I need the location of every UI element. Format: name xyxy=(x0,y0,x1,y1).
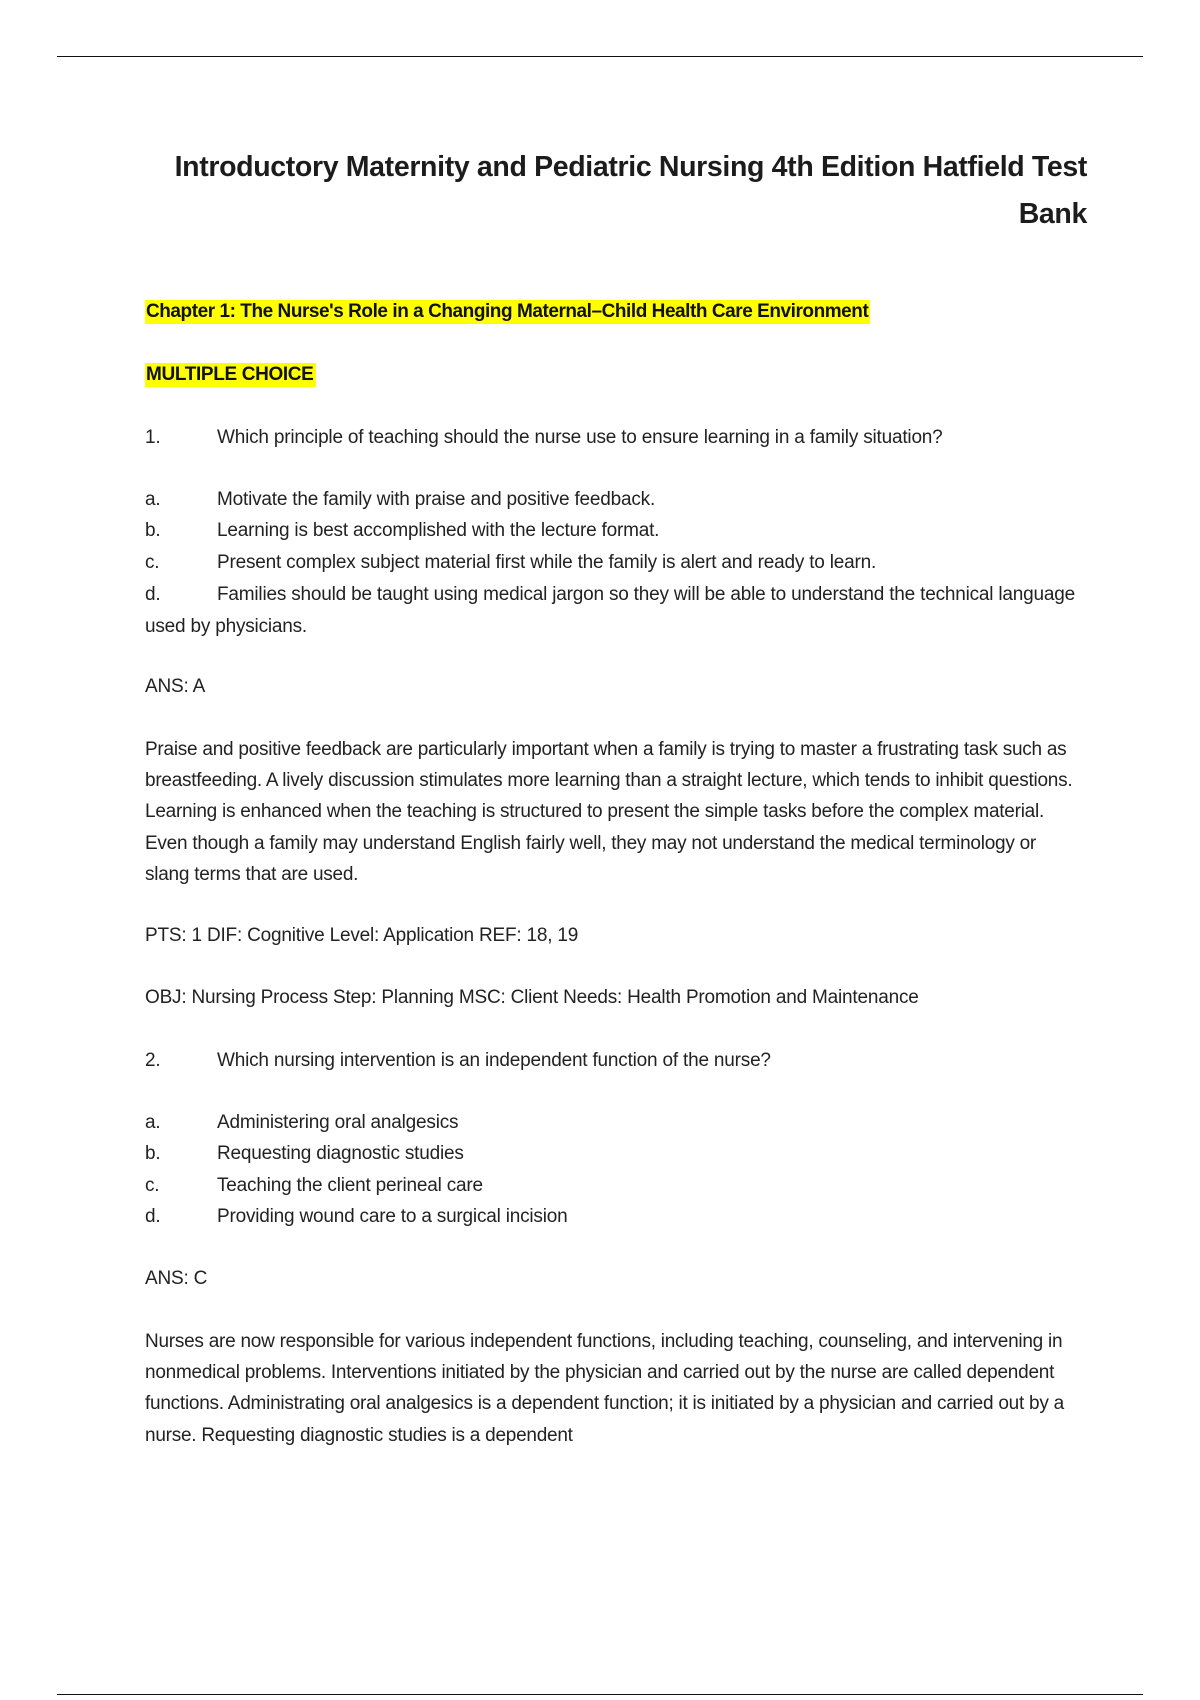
option-letter: a. xyxy=(145,489,161,510)
option-letter: d. xyxy=(145,1206,161,1227)
question-2-rationale: Nurses are now responsible for various independent functions, including teaching, counseling, and intervening in nonmedical problems. Interventions initiated by the physician and carried out by the nurse are called dependent functions. Administrating oral analgesics is a dependent function; it is initiated by a physician and carried out by a nurse. Requesting diagnostic studies is a dependent xyxy=(145,1331,1064,1446)
question-2-option-a xyxy=(145,1108,458,1138)
question-2 xyxy=(145,1046,771,1076)
option-letter: d. xyxy=(145,584,161,605)
bottom-rule xyxy=(57,1694,1143,1695)
option-text: Families should be taught using medical jargon so they will be able to understand the technical language used by physicians. xyxy=(145,584,1075,637)
option-text: Teaching the client perineal care xyxy=(217,1175,483,1196)
question-number: 2. xyxy=(145,1050,161,1071)
chapter-heading xyxy=(145,298,870,326)
option-letter: c. xyxy=(145,552,160,573)
chapter-heading-text: Chapter 1: The Nurse's Role in a Changing Maternal–Child Health Care Environment xyxy=(146,301,869,322)
option-letter: a. xyxy=(145,1112,161,1133)
option-letter: c. xyxy=(145,1175,160,1196)
question-1-option-b xyxy=(145,516,659,546)
question-number: 1. xyxy=(145,427,161,448)
question-1-meta-line-2: OBJ: Nursing Process Step: Planning MSC: Client Needs: Health Promotion and Maintenance xyxy=(145,987,919,1008)
option-text: Present complex subject material first while the family is alert and ready to learn. xyxy=(217,552,877,573)
option-text: Motivate the family with praise and positive feedback. xyxy=(217,489,656,510)
question-2-option-c xyxy=(145,1171,483,1201)
question-1-answer: ANS: A xyxy=(145,676,206,697)
option-text: Providing wound care to a surgical incision xyxy=(217,1206,568,1227)
question-text: Which principle of teaching should the nurse use to ensure learning in a family situation? xyxy=(217,427,943,448)
option-text: Administering oral analgesics xyxy=(217,1112,459,1133)
section-heading-text: MULTIPLE CHOICE xyxy=(146,364,314,385)
question-text: Which nursing intervention is an independent function of the nurse? xyxy=(217,1050,771,1071)
question-1-rationale: Praise and positive feedback are particularly important when a family is trying to master a frustrating task such as breastfeeding. A lively discussion stimulates more learning than a straight lecture, which tends to inhibit questions. Learning is enhanced when the teaching is structured to present the simple tasks before the complex material. Even though a family may understand English fairly well, they may not understand the medical terminology or slang terms that are used. xyxy=(145,739,1073,885)
question-1-option-d xyxy=(145,579,1075,642)
question-1-option-a xyxy=(145,485,655,515)
top-rule xyxy=(57,56,1143,57)
option-text: Learning is best accomplished with the lecture format. xyxy=(217,520,660,541)
question-2-option-b xyxy=(145,1139,464,1169)
question-2-answer: ANS: C xyxy=(145,1268,208,1289)
section-heading xyxy=(145,361,316,389)
option-letter: b. xyxy=(145,520,161,541)
question-1 xyxy=(145,423,943,453)
question-1-option-c xyxy=(145,548,876,578)
question-1-meta-line-1: PTS: 1 DIF: Cognitive Level: Application REF: 18, 19 xyxy=(145,925,579,946)
option-text: Requesting diagnostic studies xyxy=(217,1143,464,1164)
page-title: Introductory Maternity and Pediatric Nursing 4th Edition Hatfield Test Bank xyxy=(174,151,1087,230)
question-2-option-d xyxy=(145,1202,567,1232)
option-letter: b. xyxy=(145,1143,161,1164)
